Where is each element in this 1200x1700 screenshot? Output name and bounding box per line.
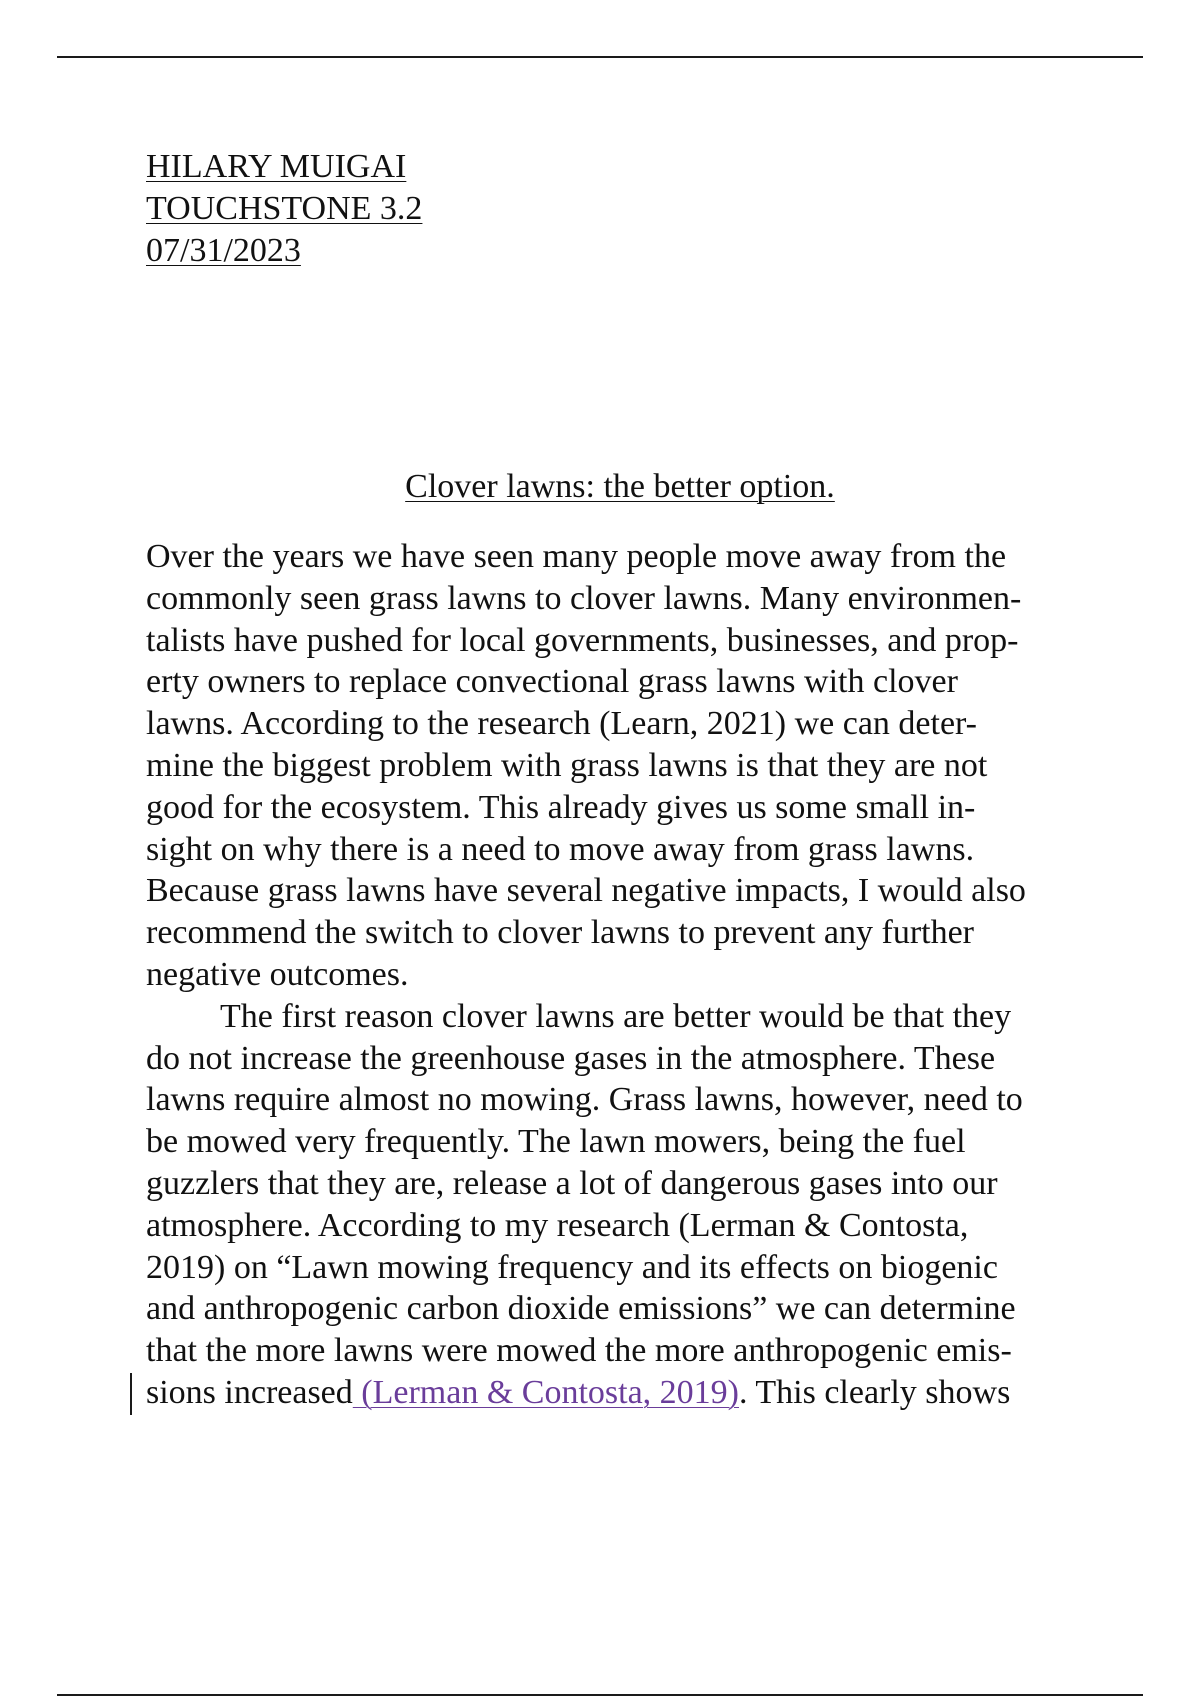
text-line: 2019) on “Lawn mowing frequency and its effects on biogenic — [146, 1248, 998, 1286]
text-line: erty owners to replace convectional grass lawns with clover — [146, 663, 958, 701]
bottom-rule — [57, 1694, 1143, 1696]
text-line: commonly seen grass lawns to clover lawns. Many environmen- — [146, 579, 1022, 617]
text-line: negative outcomes. — [146, 955, 409, 993]
citation-link[interactable]: (Lerman & Contosta, 2019) — [352, 1373, 739, 1411]
paragraph-2 — [146, 996, 1106, 1414]
text-line: talists have pushed for local governments, businesses, and prop- — [146, 621, 1019, 659]
text-segment: . This clearly shows — [738, 1373, 1011, 1411]
document-title-text: Clover lawns: the better option. — [405, 468, 835, 505]
text-line: The first reason clover lawns are better would be that they — [220, 997, 1012, 1035]
text-line: and anthropogenic carbon dioxide emissions” we can determine — [146, 1290, 1016, 1328]
author-header — [146, 146, 422, 272]
text-line-with-citation — [146, 1372, 1106, 1414]
text-line: sight on why there is a need to move away from grass lawns. — [146, 830, 975, 868]
text-line: lawns require almost no mowing. Grass lawns, however, need to — [146, 1081, 1023, 1119]
text-line: mine the biggest problem with grass lawns is that they are not — [146, 746, 988, 784]
text-line: Because grass lawns have several negative impacts, I would also — [146, 872, 1026, 910]
text-line: do not increase the greenhouse gases in the atmosphere. These — [146, 1039, 996, 1077]
text-line: recommend the switch to clover lawns to prevent any further — [146, 914, 975, 952]
text-line: guzzlers that they are, release a lot of dangerous gases into our — [146, 1164, 998, 1202]
text-line: good for the ecosystem. This already gives us some small in- — [146, 788, 976, 826]
top-rule — [57, 56, 1143, 58]
submission-date: 07/31/2023 — [146, 232, 301, 269]
text-line: lawns. According to the research (Learn, 2021) we can deter- — [146, 705, 978, 743]
text-line: be mowed very frequently. The lawn mowers, being the fuel — [146, 1123, 966, 1161]
assignment-title: TOUCHSTONE 3.2 — [146, 190, 423, 227]
text-line: atmosphere. According to my research (Lerman & Contosta, — [146, 1206, 969, 1244]
text-line: Over the years we have seen many people move away from the — [146, 538, 1007, 575]
text-line: that the more lawns were mowed the more anthropogenic emis- — [146, 1332, 1012, 1370]
text-cursor — [130, 1373, 132, 1415]
document-body[interactable] — [146, 536, 1106, 1414]
text-segment: sions increased — [146, 1373, 353, 1411]
document-title — [0, 466, 1200, 508]
paragraph-1 — [146, 536, 1106, 996]
author-name: HILARY MUIGAI — [146, 148, 407, 185]
